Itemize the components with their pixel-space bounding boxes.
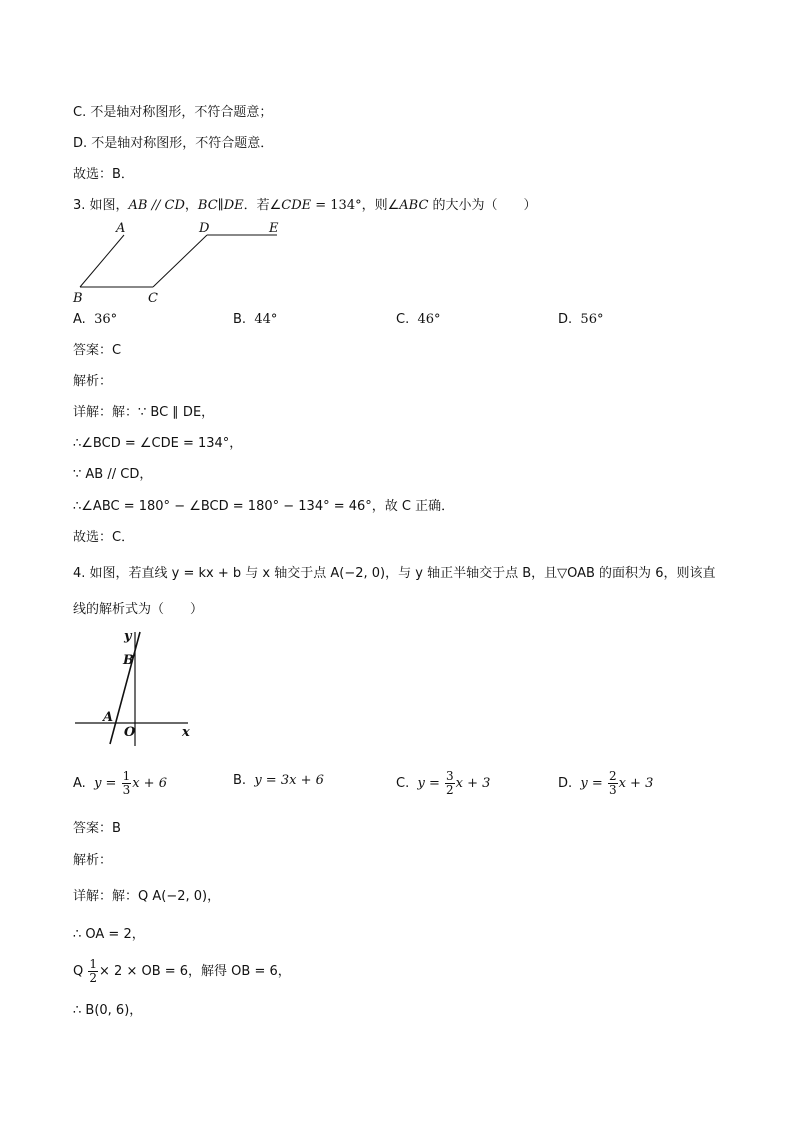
q3-option-c: C. 46° xyxy=(396,312,441,327)
q4-option-a: A. y = $\frac{1}{3}$ x + 6 xyxy=(73,769,167,797)
q4-analysis: 解析： xyxy=(73,853,113,868)
q3-label-e: E xyxy=(269,221,279,236)
q4-detail-1: 详解：解：Q A(−2, 0)， xyxy=(73,889,221,904)
q4-option-a-fraction: $\frac{1}{3}$ xyxy=(122,769,131,797)
q3-stem: 3. 如图，AB // CD，BC∥DE．若∠CDE = 134°，则∠ABC 的大小为（ ） xyxy=(73,198,537,213)
q3-label-b: B xyxy=(73,291,83,306)
q3-answer: 答案：C xyxy=(73,343,122,358)
q4-figure xyxy=(70,626,200,751)
q4-option-c: C. y = $\frac{3}{2}$ x + 3 xyxy=(396,769,491,797)
q3-label-d: D xyxy=(199,221,210,236)
q3-detail-3: ∵ AB // CD， xyxy=(73,467,153,482)
q4-label-x: x xyxy=(182,725,190,740)
q3-label-c: C xyxy=(148,291,158,306)
q4-answer: 答案：B xyxy=(73,821,121,836)
q4-label-y: y xyxy=(124,629,132,644)
q3-detail-4: ∴∠ABC = 180° − ∠BCD = 180° − 134° = 46°，故 C 正确． xyxy=(73,499,455,514)
q4-label-b: B xyxy=(123,653,134,668)
q4-label-a: A xyxy=(103,710,114,725)
q3-option-a: A. 36° xyxy=(73,312,118,327)
prev-line-c: C. 不是轴对称图形，不符合题意； xyxy=(73,105,273,120)
q4-detail-3-fraction: $\frac{1}{2}$ xyxy=(89,957,98,985)
q4-option-d: D. y = $\frac{2}{3}$ x + 3 xyxy=(558,769,654,797)
q3-option-b: B. 44° xyxy=(233,312,278,327)
prev-choice: 故选：B． xyxy=(73,167,134,182)
q3-segment-cd xyxy=(153,235,207,287)
q4-detail-3: Q $\frac{1}{2}$ × 2 × OB = 6，解得 OB = 6， xyxy=(73,957,291,985)
q3-figure xyxy=(66,218,296,308)
q4-option-c-fraction: $\frac{3}{2}$ xyxy=(446,769,454,797)
q4-label-o: O xyxy=(124,725,136,740)
q4-stem-line-2: 线的解析式为（ ） xyxy=(73,602,204,617)
q4-detail-4: ∴ B(0, 6)， xyxy=(73,1003,143,1018)
q3-segment-ab xyxy=(80,235,124,287)
q3-detail-2: ∴∠BCD = ∠CDE = 134°， xyxy=(73,436,243,451)
q4-option-b: B. y = 3x + 6 xyxy=(233,773,324,788)
q3-analysis: 解析： xyxy=(73,374,113,389)
q4-option-d-fraction: $\frac{2}{3}$ xyxy=(608,769,617,797)
q3-label-a: A xyxy=(116,221,126,236)
q3-choice: 故选：C． xyxy=(73,530,135,545)
q4-detail-2: ∴ OA = 2， xyxy=(73,927,145,942)
q4-stem-line-1: 4. 如图，若直线 y = kx + b 与 x 轴交于点 A(−2, 0)，与 y 轴正半轴交于点 B，且▽OAB 的面积为 6，则该直 xyxy=(73,566,716,581)
q3-detail-1: 详解：解：∵ BC ∥ DE， xyxy=(73,405,215,420)
prev-line-d: D. 不是轴对称图形，不符合题意． xyxy=(73,136,274,151)
q3-option-d: D. 56° xyxy=(558,312,604,327)
